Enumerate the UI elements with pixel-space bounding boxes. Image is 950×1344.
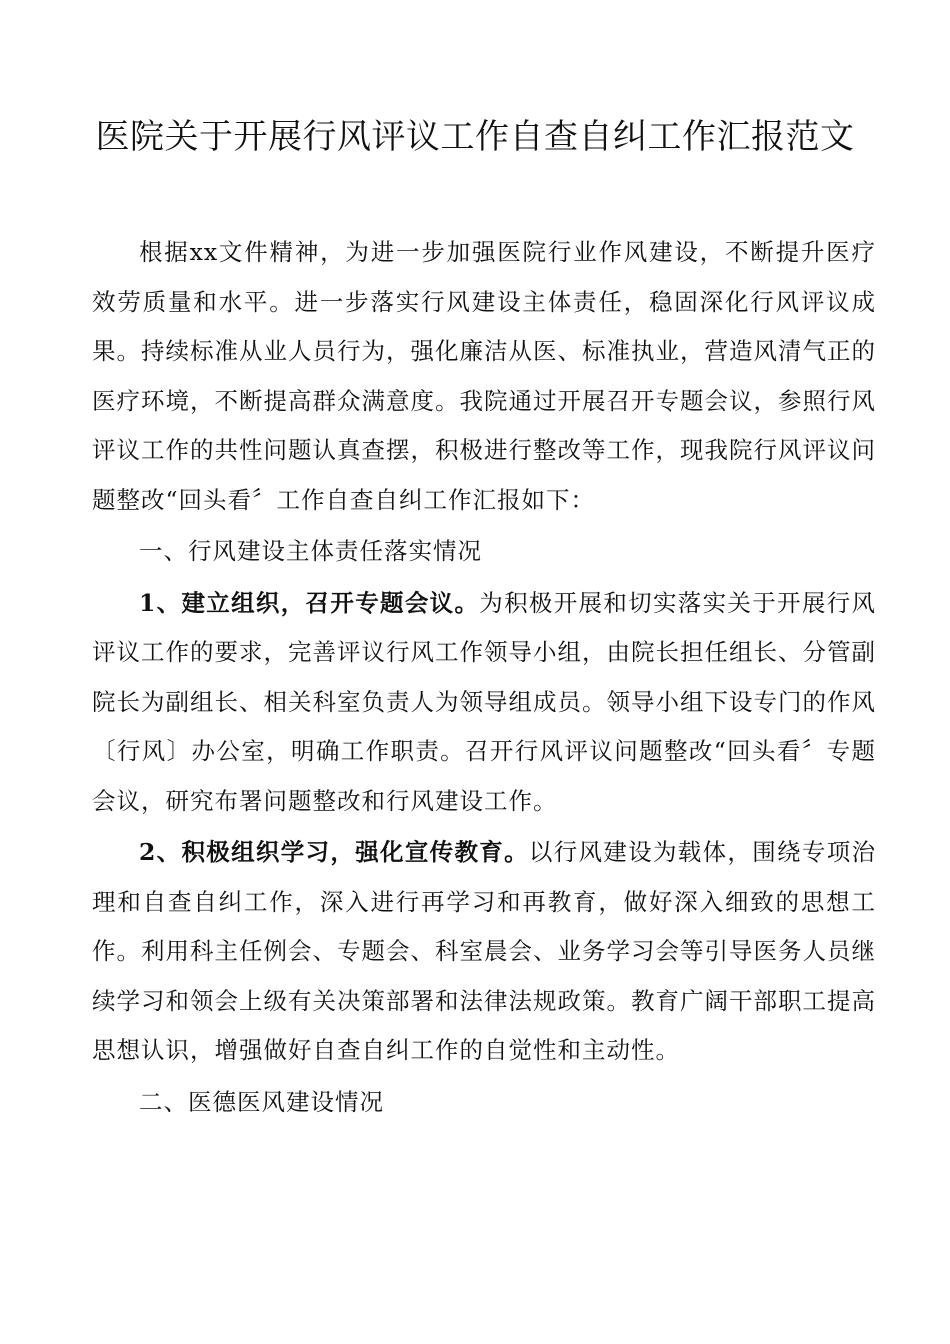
- section-1-heading: 一、行风建设主体责任落实情况: [139, 537, 482, 565]
- document-body: [92, 228, 876, 1129]
- section-2-heading: 二、医德医风建设情况: [139, 1087, 384, 1116]
- document-title: 医院关于开展行风评议工作自查自纠工作汇报范文: [95, 117, 855, 157]
- item-2-text: 以行风建设为载体，围绕专项治理和自查自纠工作，深入进行再学习和再教育，做好深入细致的思想工作。利用科主任例会、专题会、科室晨会、业务学习会等引导医务人员继续学习和领会上级有关决策部署和法律法规政策。教育广阔干部职工提高思想认识，增强做好自查自纠工作的自觉性和主动性。: [92, 838, 877, 1064]
- section-1-item-2: [92, 828, 876, 1076]
- item-2-lead: 2、积极组织学习，强化宣传教育。: [139, 838, 529, 866]
- intro-paragraph: 根据xx文件精神，为进一步加强医院行业作风建设，不断提升医疗效劳质量和水平。进一步落实行风建设主体责任，稳固深化行风评议成果。持续标准从业人员行为，强化廉洁从医、标准执业，营造风清气正的医疗环境，不断提高群众满意度。我院通过开展召开专题会议，参照行风评议工作的共性问题认真查摆，积极进行整改等工作，现我院行风评议问题整改“回头看〞工作自查自纠工作汇报如下：: [92, 238, 876, 514]
- item-1-lead: 1、建立组织，召开专题会议。: [139, 588, 480, 617]
- item-1-text: 为积极开展和切实落实关于开展行风评议工作的要求，完善评议行风工作领导小组，由院长担任组长、分管副院长为副组长、相关科室负责人为领导组成员。领导小组下设专门的作风〔行风〕办公室，明确工作职责。召开行风评议问题整改“回头看〞专题会议，研究布署问题整改和行风建设工作。: [92, 588, 876, 815]
- section-1-item-1: [92, 579, 876, 827]
